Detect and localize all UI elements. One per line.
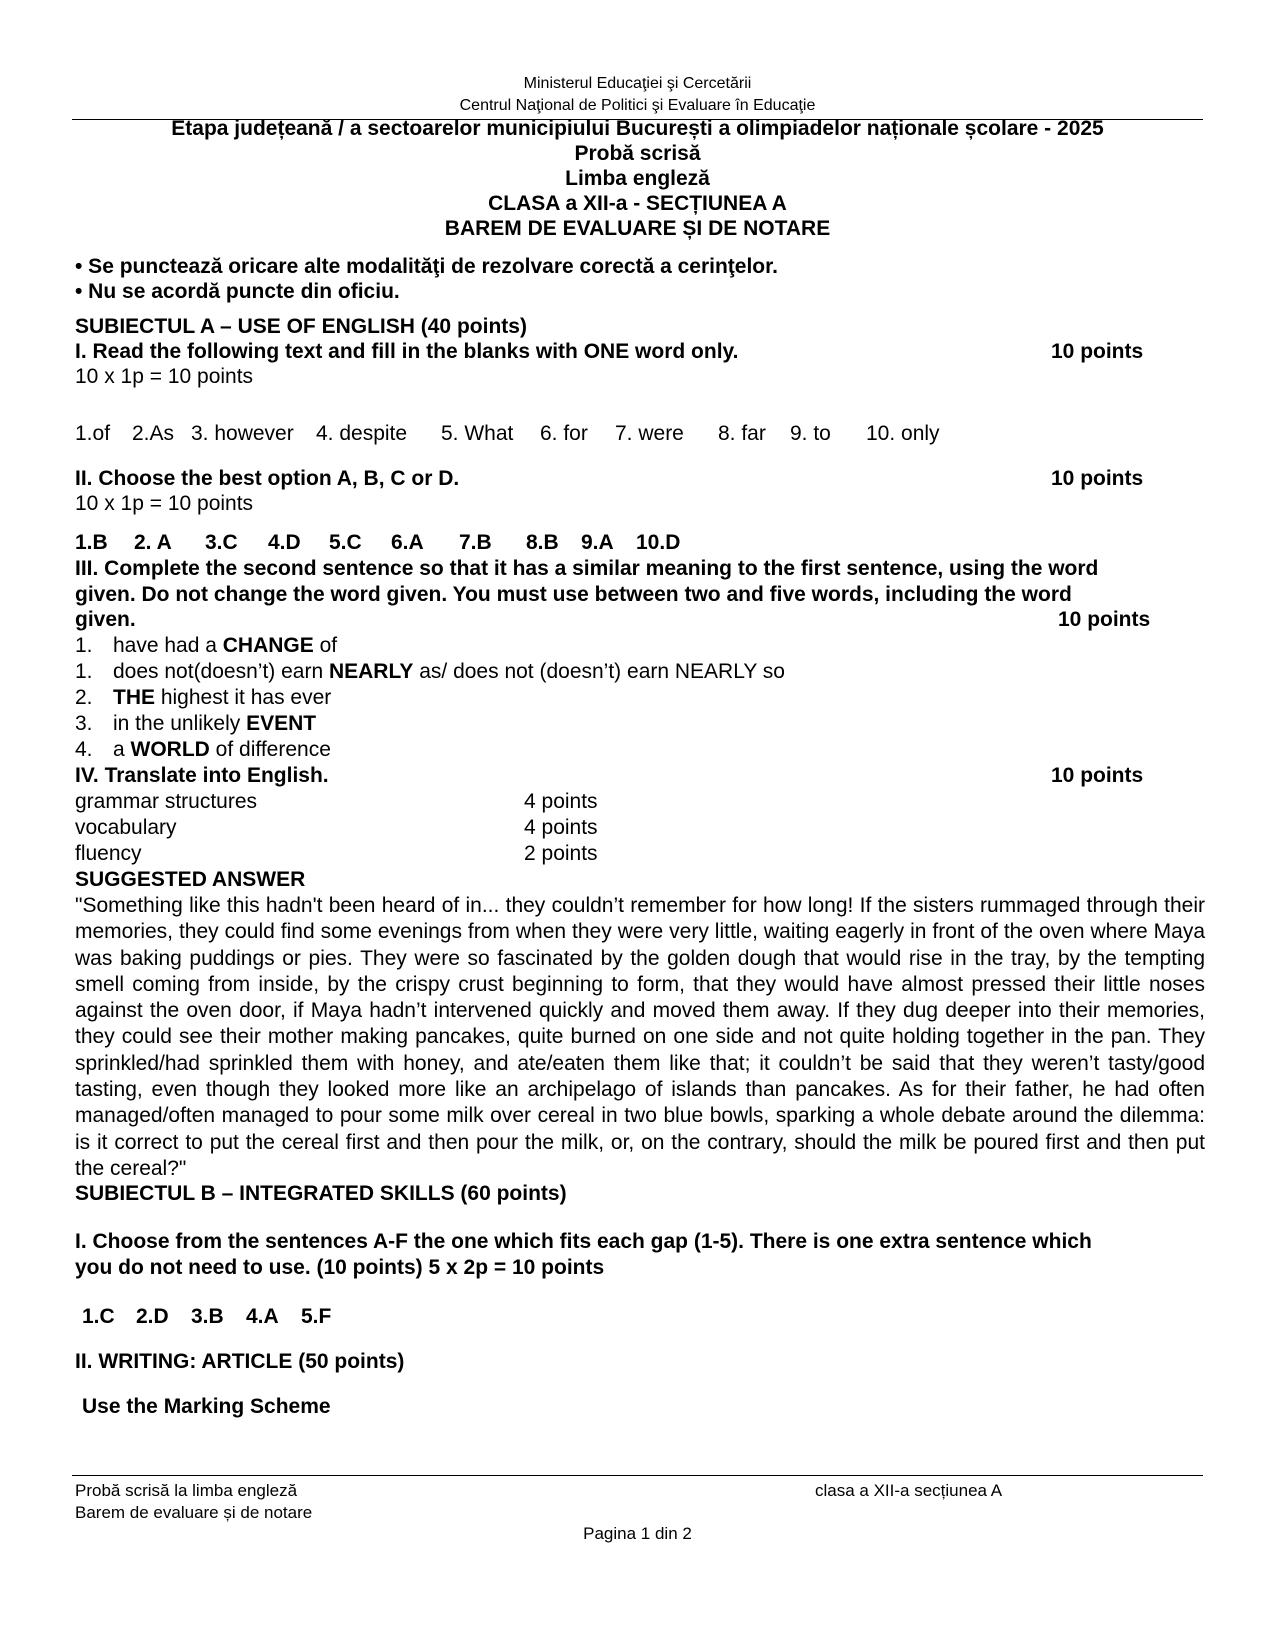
subject-b-heading: SUBIECTUL B – INTEGRATED SKILLS (60 points) [75, 1182, 567, 1205]
exam-type-title: Probă scrisă [574, 142, 701, 165]
answer-item: 9.A [581, 531, 614, 554]
answer-item: 8.B [526, 531, 559, 554]
answer-item: 2. A [134, 531, 172, 554]
exercise-2-points: 10 points [1051, 467, 1144, 490]
criterion-label: grammar structures [75, 790, 258, 813]
criterion-label: fluency [75, 842, 142, 865]
criterion-label: vocabulary [75, 816, 177, 839]
criterion-points: 2 points [524, 842, 598, 865]
contest-title: Etapa județeană / a sectoarelor municipiului București a olimpiadelor naționale școlare - 2025 [171, 117, 1104, 140]
exercise-2-scoring: 10 x 1p = 10 points [75, 492, 254, 515]
class-title: CLASA a XII-a - SECȚIUNEA A [488, 192, 787, 215]
footer-exam-name: Probă scrisă la limba engleză [75, 1481, 298, 1500]
rule-line: • Nu se acordă puncte din oficiu. [75, 280, 400, 303]
suggested-answer-heading: SUGGESTED ANSWER [75, 868, 306, 891]
exercise-4-title: IV. Translate into English. [75, 764, 329, 787]
answer-item: 5. What [441, 422, 514, 445]
footer-barem-name: Barem de evaluare și de notare [75, 1503, 313, 1522]
answer-item: 3. however [191, 422, 294, 445]
answer-item: 4. despite [316, 422, 408, 445]
exercise-1-scoring: 10 x 1p = 10 points [75, 365, 254, 388]
center-header: Centrul Naţional de Politici şi Evaluare în Educaţie [459, 97, 816, 114]
answer-item: 7. were [615, 422, 684, 445]
exercise-1-title: I. Read the following text and fill in the blanks with ONE word only. [75, 340, 739, 363]
exercise-3-title: III. Complete the second sentence so that it has a similar meaning to the first sentence, using the word [75, 557, 1099, 580]
answer-item: 2.As [132, 422, 175, 445]
answer-item: 10.D [636, 531, 681, 554]
subject-b-exercise-1-title: you do not need to use. (10 points) 5 x 2p = 10 points [75, 1256, 605, 1279]
answer-item: 3.C [205, 531, 238, 554]
ministry-header: Ministerul Educaţiei şi Cercetării [523, 75, 752, 92]
exercise-3-title: given. [75, 608, 136, 631]
exercise-3-points: 10 points [1058, 608, 1151, 631]
answer-item: 5.F [301, 1305, 332, 1328]
rule-line: • Se punctează oricare alte modalităţi de rezolvare corectă a cerinţelor. [75, 255, 778, 278]
answer-item: 10. only [866, 422, 940, 445]
answer-item: 2.D [136, 1305, 169, 1328]
barem-title: BAREM DE EVALUARE ȘI DE NOTARE [444, 217, 831, 240]
list-item: 3. in the unlikely EVENT [75, 712, 317, 735]
answer-item: 1.of [75, 422, 111, 445]
subject-a-heading: SUBIECTUL A – USE OF ENGLISH (40 points) [75, 315, 527, 338]
exercise-1-points: 10 points [1051, 340, 1144, 363]
answer-item: 6. for [540, 422, 588, 445]
marking-scheme-instruction: Use the Marking Scheme [82, 1395, 331, 1418]
exercise-3-title: given. Do not change the word given. You must use between two and five words, including the word [75, 583, 1072, 606]
footer-divider [72, 1475, 1203, 1476]
footer-class: clasa a XII-a secțiunea A [815, 1481, 1003, 1500]
answer-item: 4.D [268, 531, 301, 554]
answer-item: 9. to [790, 422, 831, 445]
answer-item: 8. far [718, 422, 766, 445]
answer-item: 1.B [75, 531, 108, 554]
subject-b-exercise-2-title: II. WRITING: ARTICLE (50 points) [75, 1350, 405, 1373]
answer-item: 5.C [329, 531, 362, 554]
page-number: Pagina 1 din 2 [583, 1524, 692, 1543]
exercise-4-points: 10 points [1051, 764, 1144, 787]
criterion-points: 4 points [524, 816, 598, 839]
list-item: 4. a WORLD of difference [75, 738, 331, 761]
answer-item: 3.B [191, 1305, 224, 1328]
subject-title: Limba engleză [565, 167, 710, 190]
answer-item: 6.A [391, 531, 424, 554]
criterion-points: 4 points [524, 790, 598, 813]
list-item: 1. does not(doesn’t) earn NEARLY as/ does not (doesn’t) earn NEARLY so [75, 660, 785, 683]
exercise-2-title: II. Choose the best option A, B, C or D. [75, 467, 460, 490]
list-item: 1. have had a CHANGE of [75, 634, 338, 657]
answer-item: 4.A [246, 1305, 279, 1328]
subject-b-exercise-1-title: I. Choose from the sentences A-F the one which fits each gap (1-5). There is one extra sentence which [75, 1230, 1092, 1253]
answer-item: 7.B [459, 531, 492, 554]
suggested-answer-text: "Something like this hadn't been heard of in... they couldn’t remember for how long! If the sisters rummaged through their memories, they could find some evenings from when they were very little, waiting eagerly in front of the oven where Maya was baking puddings or pies. They were so fascinated by the golden dough that would rise in the tray, by the tempting smell coming from inside, by the crispy crust beginning to form, that they would have almost pressed their little noses against the oven door, if Maya hadn’t intervened quickly and moved them away. If they dug deeper into their memories, they could see their mother making pancakes, quite burned on one side and not quite holding together in the pan. They sprinkled/had sprinkled them with honey, and ate/eaten them like that; it couldn’t be said that they weren’t tasty/good tasting, even though they looked more like an archipelago of islands than pancakes. As for their father, he had often managed/often managed to pour some milk over cereal in two blue bowls, sparking a whole debate around the dilemma: is it correct to put the cereal first and then pour the milk, or, on the contrary, should the milk be poured first and then put the cereal?" [75, 894, 1205, 1180]
answer-item: 1.C [82, 1305, 115, 1328]
list-item: 2. THE highest it has ever [75, 686, 332, 709]
